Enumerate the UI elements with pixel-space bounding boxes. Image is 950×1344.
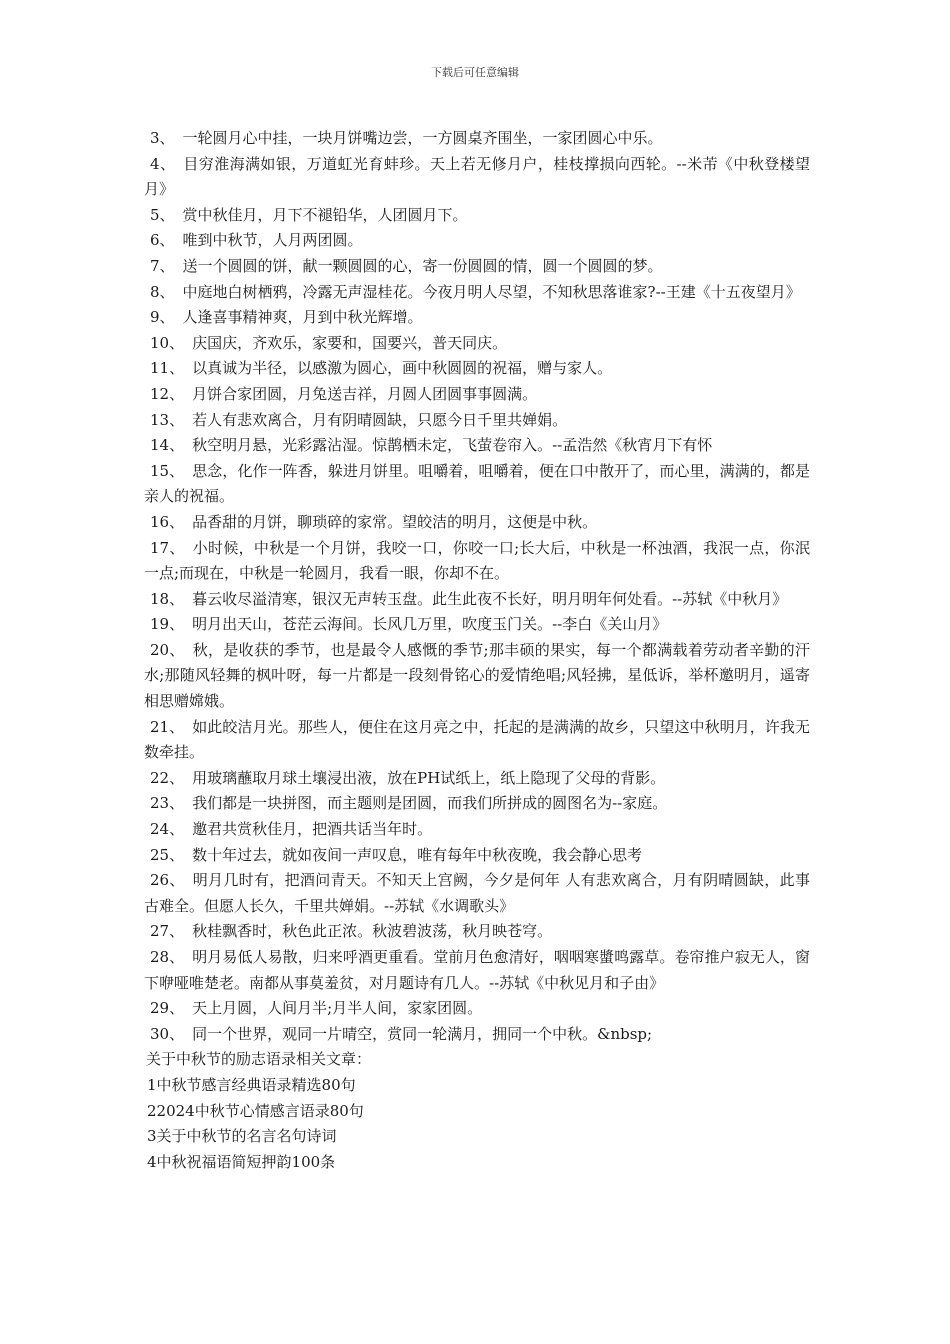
item-text: 唯到中秋节，人月两团圆。 (182, 231, 363, 250)
item-number: 6、 (150, 231, 175, 250)
related-article-link[interactable]: 3关于中秋节的名言名句诗词 (147, 1127, 337, 1146)
item-text: 同一个世界，观同一片晴空，赏同一轮满月，拥同一个中秋。&nbsp; (192, 1024, 653, 1043)
item-number: 27、 (150, 922, 185, 941)
item-text: 秋桂飘香时，秋色此正浓。秋波碧波荡，秋月映苍穹。 (192, 922, 553, 941)
list-item (144, 868, 810, 919)
list-item (144, 945, 810, 996)
item-text: 如此皎洁月光。那些人，便住在这月亮之中，托起的是满满的故乡，只望这中秋明月，许我无数牵挂。 (144, 717, 810, 762)
item-text: 中庭地白树栖鸦，冷露无声湿桂花。今夜月明人尽望，不知秋思落谁家?--王建《十五夜望月》 (182, 282, 801, 301)
list-item (144, 612, 810, 638)
item-text: 送一个圆圆的饼，献一颗圆圆的心，寄一份圆圆的情，圆一个圆圆的梦。 (182, 256, 663, 275)
list-item (144, 152, 810, 203)
list-item (144, 536, 810, 587)
item-number: 21、 (150, 717, 185, 736)
related-article-link[interactable]: 4中秋祝福语简短押韵100条 (147, 1152, 336, 1171)
list-item (144, 433, 810, 459)
item-text: 秋空明月悬，光彩露沾湿。惊鹊栖未定，飞萤卷帘入。--孟浩然《秋宵月下有怀 (192, 436, 713, 455)
item-number: 7、 (150, 256, 175, 275)
item-number: 9、 (150, 308, 175, 327)
item-number: 13、 (150, 410, 185, 429)
item-number: 26、 (150, 871, 185, 890)
item-number: 20、 (150, 640, 185, 659)
item-text: 用玻璃蘸取月球土壤浸出液，放在PH试纸上，纸上隐现了父母的背影。 (192, 768, 666, 787)
document-body (144, 126, 810, 1175)
item-number: 22、 (150, 768, 185, 787)
item-number: 3、 (150, 129, 175, 147)
related-articles-title: 关于中秋节的励志语录相关文章： (146, 1050, 372, 1069)
item-text: 庆国庆，齐欢乐，家要和，国要兴，普天同庆。 (192, 333, 508, 352)
list-item (144, 817, 810, 843)
item-text: 天上月圆，人间月半;月半人间，家家团圆。 (192, 999, 483, 1018)
item-number: 4、 (150, 154, 176, 173)
list-item (144, 919, 810, 945)
item-text: 暮云收尽溢清寒，银汉无声转玉盘。此生此夜不长好，明月明年何处看。--苏轼《中秋月》 (192, 589, 788, 608)
page-header: 下载后可任意编辑 (431, 66, 519, 79)
list-item (144, 459, 810, 510)
item-text: 小时候，中秋是一个月饼，我咬一口，你咬一口;长大后，中秋是一杯浊酒，我泯一点，你泯一点;而现在，中秋是一轮圆月，我看一眼，你却不在。 (144, 538, 810, 583)
item-text: 邀君共赏秋佳月，把酒共话当年时。 (192, 820, 433, 839)
item-text: 秋，是收获的季节，也是最令人感慨的季节;那丰硕的果实，每一个都满载着劳动者辛勤的汗水;那随风轻舞的枫叶呀，每一片都是一段刻骨铭心的爱情绝唱;风轻拂，星低诉，举杯邀明月，遥寄相思赠嫦娥。 (144, 640, 810, 711)
quote-list (144, 126, 810, 1047)
list-item (144, 510, 810, 536)
item-number: 12、 (150, 384, 185, 403)
item-number: 14、 (150, 436, 185, 455)
list-item (144, 996, 810, 1022)
item-number: 5、 (150, 205, 175, 224)
item-number: 28、 (150, 948, 185, 966)
list-item (144, 254, 810, 280)
item-text: 一轮圆月心中挂，一块月饼嘴边尝，一方圆桌齐围坐，一家团圆心中乐。 (182, 129, 663, 147)
item-number: 24、 (150, 820, 185, 839)
item-text: 数十年过去，就如夜间一声叹息，唯有每年中秋夜晚，我会静心思考 (192, 845, 643, 864)
related-article-link[interactable]: 1中秋节感言经典语录精选80句 (147, 1075, 356, 1094)
list-item (144, 356, 810, 382)
item-text: 赏中秋佳月，月下不褪铅华，人团圆月下。 (182, 205, 468, 224)
list-item (144, 715, 810, 766)
item-number: 25、 (150, 845, 185, 864)
item-text: 目穷淮海满如银，万道虹光育蚌珍。天上若无修月户，桂枝撑损向西轮。--米芾《中秋登楼望月》 (144, 154, 810, 199)
item-number: 17、 (150, 538, 185, 557)
list-item (144, 203, 810, 229)
list-item (144, 638, 810, 715)
item-text: 品香甜的月饼，聊琐碎的家常。望皎洁的明月，这便是中秋。 (192, 512, 598, 531)
item-text: 明月几时有，把酒问青天。不知天上宫阙，今夕是何年 人有悲欢离合，月有阴晴圆缺，此事古难全。但愿人长久，千里共婵娟。--苏轼《水调歌头》 (144, 871, 810, 915)
item-text: 人逢喜事精神爽，月到中秋光辉增。 (182, 308, 423, 327)
list-item (144, 382, 810, 408)
list-item (144, 126, 810, 152)
item-number: 23、 (150, 794, 185, 813)
item-number: 10、 (150, 333, 185, 352)
list-item (144, 280, 810, 306)
list-item (144, 766, 810, 792)
list-item (144, 228, 810, 254)
item-number: 30、 (150, 1024, 185, 1043)
item-number: 16、 (150, 512, 185, 531)
item-number: 11、 (150, 359, 185, 378)
item-text: 思念，化作一阵香，躲进月饼里。咀嚼着，咀嚼着，便在口中散开了，而心里，满满的，都是亲人的祝福。 (144, 461, 810, 506)
list-item (144, 1022, 810, 1048)
related-article-link[interactable]: 22024中秋节心情感言语录80句 (147, 1101, 364, 1120)
item-number: 8、 (150, 282, 175, 301)
item-number: 19、 (150, 615, 185, 634)
item-text: 我们都是一块拼图，而主题则是团圆，而我们所拼成的圆图名为--家庭。 (192, 794, 668, 813)
item-text: 以真诚为半径，以感激为圆心，画中秋圆圆的祝福，赠与家人。 (192, 359, 613, 378)
item-text: 明月出天山，苍茫云海间。长风几万里，吹度玉门关。--李白《关山月》 (192, 615, 668, 634)
item-text: 月饼合家团圆，月兔送吉祥，月圆人团圆事事圆满。 (192, 384, 538, 403)
list-item (144, 331, 810, 357)
item-text: 若人有悲欢离合，月有阴晴圆缺，只愿今日千里共婵娟。 (192, 410, 568, 429)
item-text: 明月易低人易散，归来呼酒更重看。堂前月色愈清好，咽咽寒螿鸣露草。卷帘推户寂无人，窗下咿哑唯楚老。南都从事莫羞贫，对月题诗有几人。--苏轼《中秋见月和子由》 (144, 948, 810, 992)
item-number: 15、 (150, 461, 185, 480)
related-articles-list (144, 1073, 810, 1175)
item-number: 29、 (150, 999, 185, 1018)
list-item (144, 305, 810, 331)
list-item (144, 587, 810, 613)
item-number: 18、 (150, 589, 185, 608)
list-item (144, 408, 810, 434)
list-item (144, 791, 810, 817)
list-item (144, 843, 810, 869)
